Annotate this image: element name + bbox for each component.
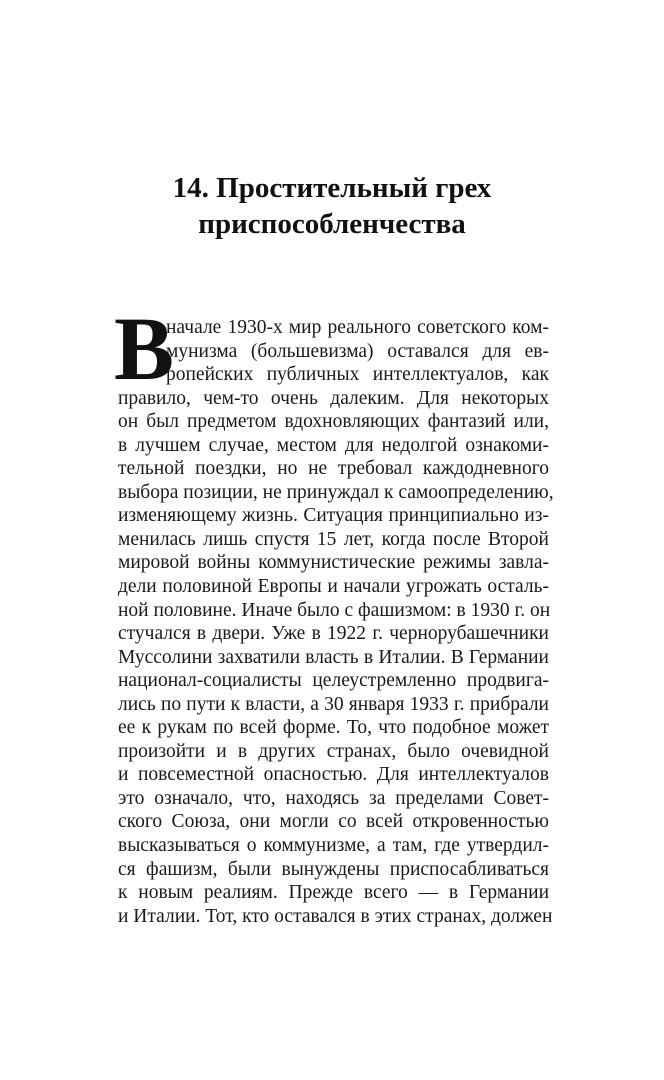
text-line: ее к рукам по всей форме. То, что подобное может [118, 717, 549, 739]
text-line: менилась лишь спустя 15 лет, когда после Второй [118, 528, 549, 550]
text-line: он был предметом вдохновляющих фантазий или, [118, 411, 549, 433]
text-line: тельной поездки, но не требовал каждодневного [118, 458, 549, 480]
chapter-body [114, 300, 554, 928]
text-line: и Италии. Тот, кто оставался в этих странах, должен [118, 905, 553, 927]
text-line: выбора позиции, не принуждал к самоопределению, [118, 481, 554, 503]
text-line: национал-социалисты целеустремленно продвига- [118, 670, 549, 692]
text-line: стучался в двери. Уже в 1922 г. чернорубашечники [118, 623, 549, 645]
text-line: к новым реалиям. Прежде всего — в Германии [118, 882, 549, 904]
drop-cap: В [114, 300, 175, 399]
text-line: мунизма (большевизма) оставался для ев- [166, 340, 549, 362]
text-line: и повсеместной опасностью. Для интеллектуалов [118, 764, 549, 786]
text-line: мировой войны коммунистические режимы завла- [118, 552, 549, 574]
text-line: ского Союза, они могли со всей откровенностью [118, 811, 549, 833]
text-line: высказываться о коммунизме, а там, где утвердил- [118, 835, 549, 857]
text-line: в лучшем случае, местом для недолгой ознакоми- [118, 434, 549, 456]
text-line: произойти и в других странах, было очевидной [118, 740, 549, 762]
text-line: это означало, что, находясь за пределами Совет- [118, 787, 549, 809]
chapter-title-line: приспособленчества [198, 208, 466, 240]
text-line: ропейских публичных интеллектуалов, как [166, 364, 549, 386]
text-line: дели половиной Европы и начали угрожать осталь- [118, 576, 549, 598]
chapter-title-line: 14. Простительный грех [172, 172, 492, 204]
text-line: изменяющему жизнь. Ситуация принципиально из- [118, 505, 549, 527]
text-line: начале 1930-х мир реального советского ком- [166, 317, 549, 338]
chapter-title [0, 170, 664, 242]
text-line: лись по пути к власти, а 30 января 1933 г. прибрали [118, 693, 549, 715]
text-line: ной половине. Иначе было с фашизмом: в 1930 г. он [118, 599, 551, 621]
text-line: ся фашизм, были вынуждены приспосабливаться [118, 858, 549, 880]
text-line: Муссолини захватили власть в Италии. В Германии [118, 646, 549, 668]
text-line: правило, чем-то очень далеким. Для некоторых [118, 387, 549, 409]
